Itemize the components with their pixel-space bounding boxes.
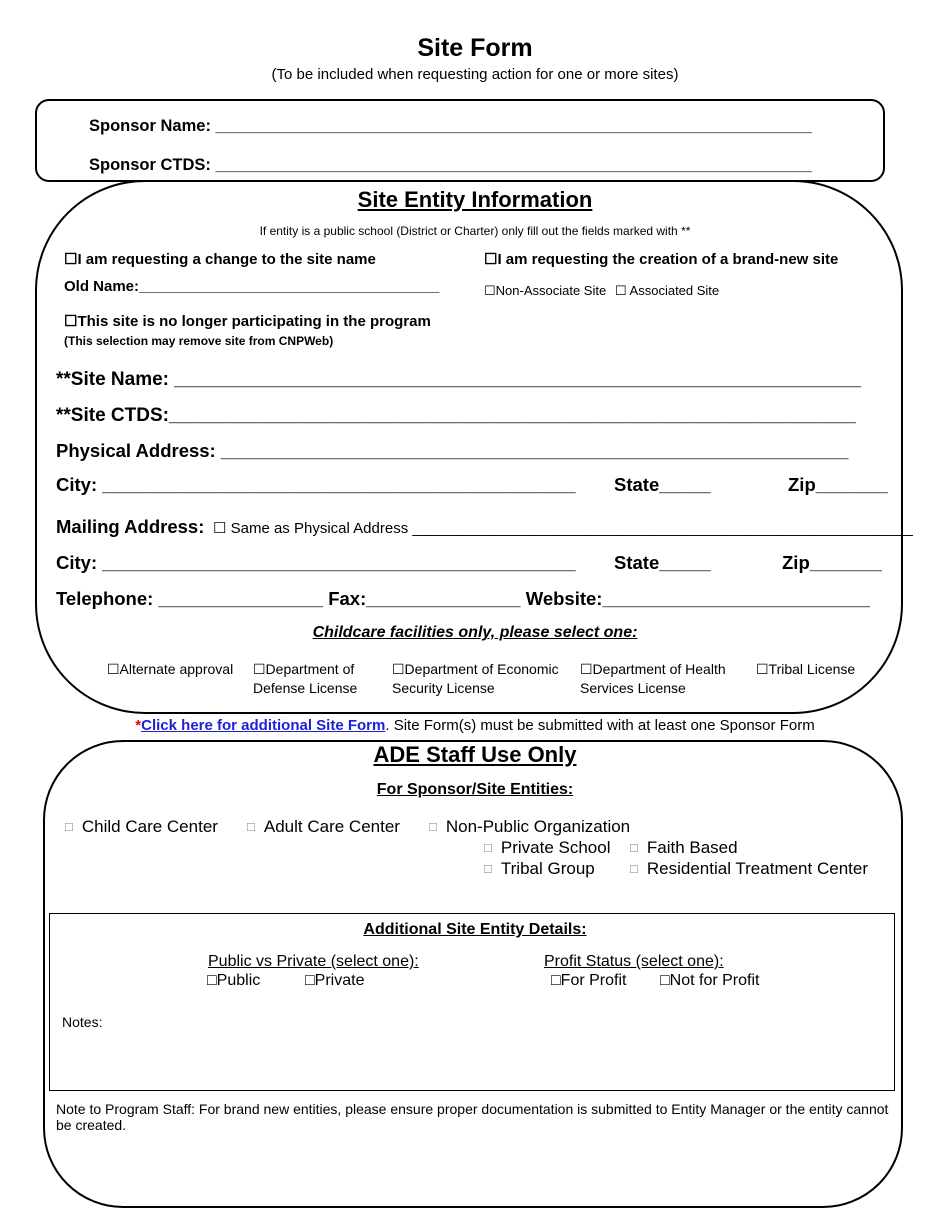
- zip-field-1[interactable]: Zip_______: [788, 474, 888, 495]
- no-longer-checkbox[interactable]: ☐This site is no longer participating in the program: [64, 313, 431, 330]
- associated-checkbox[interactable]: ☐ Associated Site: [615, 283, 720, 298]
- childcare-option-tribal[interactable]: ☐Tribal License: [756, 661, 856, 677]
- telephone-fax-website-fields[interactable]: Telephone: ________________ Fax:_______________ Website:__________________________: [56, 588, 870, 609]
- mailing-address-label: Mailing Address:: [56, 516, 205, 537]
- option-faith-based[interactable]: ☐ Faith Based: [629, 838, 738, 857]
- childcare-option-health[interactable]: ☐Department of Health Services License: [580, 661, 726, 696]
- zip-field-2[interactable]: Zip_______: [782, 552, 882, 573]
- no-longer-note: (This selection may remove site from CNPWeb): [64, 334, 334, 348]
- not-for-profit-checkbox[interactable]: □Not for Profit: [660, 972, 760, 989]
- page-title: Site Form: [417, 34, 533, 62]
- public-private-label: Public vs Private (select one):: [208, 953, 419, 970]
- additional-site-form-link[interactable]: Click here for additional Site Form: [141, 717, 386, 734]
- site-entity-hint: If entity is a public school (District or Charter) only fill out the fields marked with **: [259, 224, 691, 238]
- checkbox-icon: ☐: [483, 842, 493, 856]
- additional-details-heading: Additional Site Entity Details:: [363, 921, 587, 938]
- page-subtitle: (To be included when requesting action for one or more sites): [271, 66, 679, 83]
- site-entity-heading: Site Entity Information: [357, 187, 593, 212]
- additional-details-box: [49, 913, 895, 1091]
- option-private-school[interactable]: ☐ Private School: [483, 838, 611, 857]
- childcare-option-defense[interactable]: ☐Department of Defense License: [253, 661, 358, 696]
- public-checkbox[interactable]: □Public: [207, 972, 261, 989]
- old-name-field[interactable]: Old Name:____________________________________: [64, 278, 440, 295]
- required-asterisk: *: [135, 717, 142, 734]
- submit-with-sponsor-text: . Site Form(s) must be submitted with at least one Sponsor Form: [385, 717, 815, 734]
- checkbox-icon: ☐: [483, 863, 493, 877]
- option-tribal-group[interactable]: ☐ Tribal Group: [483, 859, 595, 878]
- private-checkbox[interactable]: □Private: [305, 972, 365, 989]
- childcare-option-alternate[interactable]: ☐Alternate approval: [107, 661, 234, 677]
- mailing-same-checkbox[interactable]: ☐ Same as Physical Address ____________________________________________________________: [213, 520, 913, 537]
- physical-address-field[interactable]: Physical Address: _____________________________________________________________: [56, 440, 849, 461]
- checkbox-icon: ☐: [629, 863, 639, 877]
- notes-label: Notes:: [62, 1014, 103, 1030]
- option-non-public-organization[interactable]: ☐ Non-Public Organization: [428, 817, 631, 836]
- state-field-1[interactable]: State_____: [614, 474, 711, 495]
- sponsor-ctds-field[interactable]: Sponsor CTDS: _________________________________________________________________: [89, 156, 812, 174]
- checkbox-icon: ☐: [428, 821, 438, 835]
- staff-note: Note to Program Staff: For brand new entities, please ensure proper documentation is submitted to Entity Manager or the entity cannot be created.: [56, 1101, 889, 1133]
- for-profit-checkbox[interactable]: □For Profit: [551, 972, 627, 989]
- ade-sub-heading: For Sponsor/Site Entities:: [376, 781, 574, 798]
- city-field-2[interactable]: City: ______________________________________________: [56, 552, 576, 573]
- change-name-checkbox[interactable]: ☐I am requesting a change to the site name: [64, 251, 376, 268]
- checkbox-icon: ☐: [629, 842, 639, 856]
- profit-status-label: Profit Status (select one):: [544, 953, 724, 970]
- city-field-1[interactable]: City: ______________________________________________: [56, 474, 576, 495]
- option-adult-care-center[interactable]: ☐ Adult Care Center: [246, 817, 400, 836]
- option-child-care-center[interactable]: ☐ Child Care Center: [64, 817, 218, 836]
- childcare-heading: Childcare facilities only, please select one:: [312, 624, 638, 641]
- sponsor-name-field[interactable]: Sponsor Name: _________________________________________________________________: [89, 117, 812, 135]
- childcare-option-economic[interactable]: ☐Department of Economic Security License: [392, 661, 559, 696]
- state-field-2[interactable]: State_____: [614, 552, 711, 573]
- checkbox-icon: ☐: [64, 821, 74, 835]
- ade-heading: ADE Staff Use Only: [373, 742, 577, 767]
- non-associate-checkbox[interactable]: ☐Non-Associate Site: [484, 283, 607, 298]
- new-site-checkbox[interactable]: ☐I am requesting the creation of a brand-new site: [484, 251, 839, 268]
- additional-site-form-line: [0, 717, 950, 734]
- site-ctds-field[interactable]: **Site CTDS:_________________________________________________________________: [56, 405, 856, 426]
- site-name-field[interactable]: **Site Name: _________________________________________________________________: [56, 369, 862, 390]
- checkbox-icon: ☐: [246, 821, 256, 835]
- option-residential-treatment-center[interactable]: ☐ Residential Treatment Center: [629, 859, 868, 878]
